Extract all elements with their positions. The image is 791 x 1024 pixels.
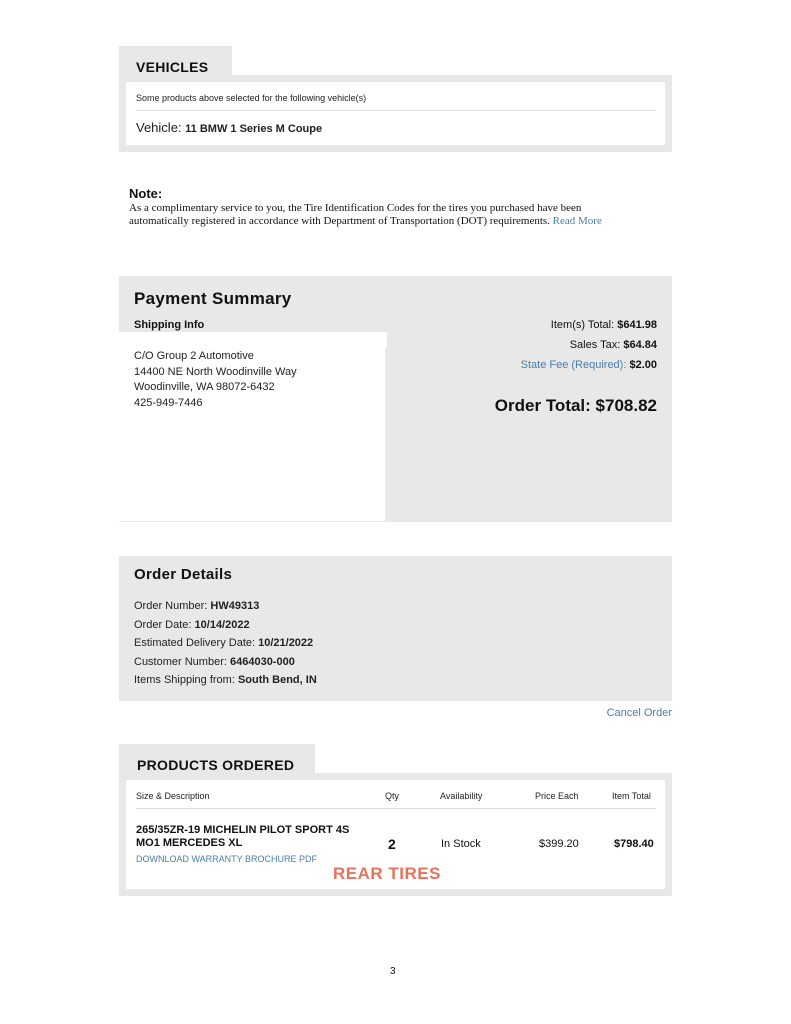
product-qty: 2	[388, 836, 396, 852]
product-price-each: $399.20	[539, 838, 579, 850]
detail-label: Order Number:	[134, 600, 208, 612]
vehicles-panel-inner	[126, 82, 665, 145]
header-availability: Availability	[440, 791, 483, 801]
totals-list	[392, 319, 657, 379]
detail-value: 10/21/2022	[258, 637, 314, 649]
cancel-order-link[interactable]: Cancel Order	[606, 707, 672, 719]
products-ordered-tab	[119, 744, 315, 774]
product-name: 265/35ZR-19 MICHELIN PILOT SPORT 4S MO1 MERCEDES XL	[136, 824, 350, 849]
read-more-link[interactable]: Read More	[552, 215, 602, 227]
vehicles-title: VEHICLES	[136, 59, 209, 75]
vehicles-note: Some products above selected for the following vehicle(s)	[136, 93, 367, 103]
header-description: Size & Description	[136, 791, 210, 801]
vehicle-label: Vehicle:	[136, 120, 182, 135]
address-line: 14400 NE North Woodinville Way	[134, 366, 297, 378]
shipping-box-top	[119, 332, 387, 348]
address-line: 425-949-7446	[134, 397, 203, 409]
divider	[136, 808, 656, 809]
note-heading: Note:	[129, 186, 163, 201]
items-total-value: $641.98	[617, 319, 657, 331]
shipping-from-row	[134, 674, 317, 686]
product-availability: In Stock	[441, 838, 481, 850]
note-body: As a complimentary service to you, the Tire Identification Codes for the tires you purchased have been automatically registered in accordance with Department of Transportation (DOT) requirements.	[129, 202, 582, 227]
note-text	[129, 202, 634, 228]
state-fee-link[interactable]: State Fee (Required):	[520, 359, 627, 371]
page-number: 3	[390, 966, 396, 977]
vehicle-value: 11 BMW 1 Series M Coupe	[185, 123, 323, 135]
detail-value: 10/14/2022	[194, 619, 250, 631]
items-total-label: Item(s) Total:	[550, 319, 615, 331]
detail-label: Order Date:	[134, 619, 192, 631]
order-number-row	[134, 600, 259, 612]
rear-tires-annotation: REAR TIRES	[333, 864, 441, 883]
header-qty: Qty	[385, 791, 400, 801]
vehicle-line	[136, 120, 322, 135]
vehicles-tab	[119, 46, 232, 76]
state-fee-value: $2.00	[629, 359, 657, 371]
product-item-total: $798.40	[614, 838, 654, 850]
header-price-each: Price Each	[535, 791, 579, 801]
detail-label: Items Shipping from:	[134, 674, 235, 686]
order-date-row	[134, 619, 250, 631]
detail-value: HW49313	[210, 600, 260, 612]
detail-value: 6464030-000	[229, 656, 295, 668]
detail-value: South Bend, IN	[237, 674, 317, 686]
detail-label: Estimated Delivery Date:	[134, 637, 256, 649]
order-total: Order Total: $708.82	[494, 396, 657, 415]
customer-number-row	[134, 656, 295, 668]
shipping-info-label: Shipping Info	[134, 319, 205, 331]
items-total-row	[392, 319, 657, 339]
delivery-date-row	[134, 637, 313, 649]
sales-tax-row	[392, 339, 657, 359]
divider	[136, 110, 656, 111]
detail-label: Customer Number:	[134, 656, 227, 668]
address-line: C/O Group 2 Automotive	[134, 350, 254, 362]
state-fee-row	[392, 359, 657, 379]
warranty-brochure-link[interactable]: DOWNLOAD WARRANTY BROCHURE PDF	[136, 854, 318, 864]
products-ordered-title: PRODUCTS ORDERED	[137, 757, 295, 773]
header-item-total: Item Total	[612, 791, 651, 801]
address-line: Woodinville, WA 98072-6432	[134, 381, 275, 393]
order-details-title: Order Details	[134, 566, 233, 583]
sales-tax-label: Sales Tax:	[569, 339, 621, 351]
payment-summary-title: Payment Summary	[134, 289, 292, 308]
sales-tax-value: $64.84	[623, 339, 657, 351]
